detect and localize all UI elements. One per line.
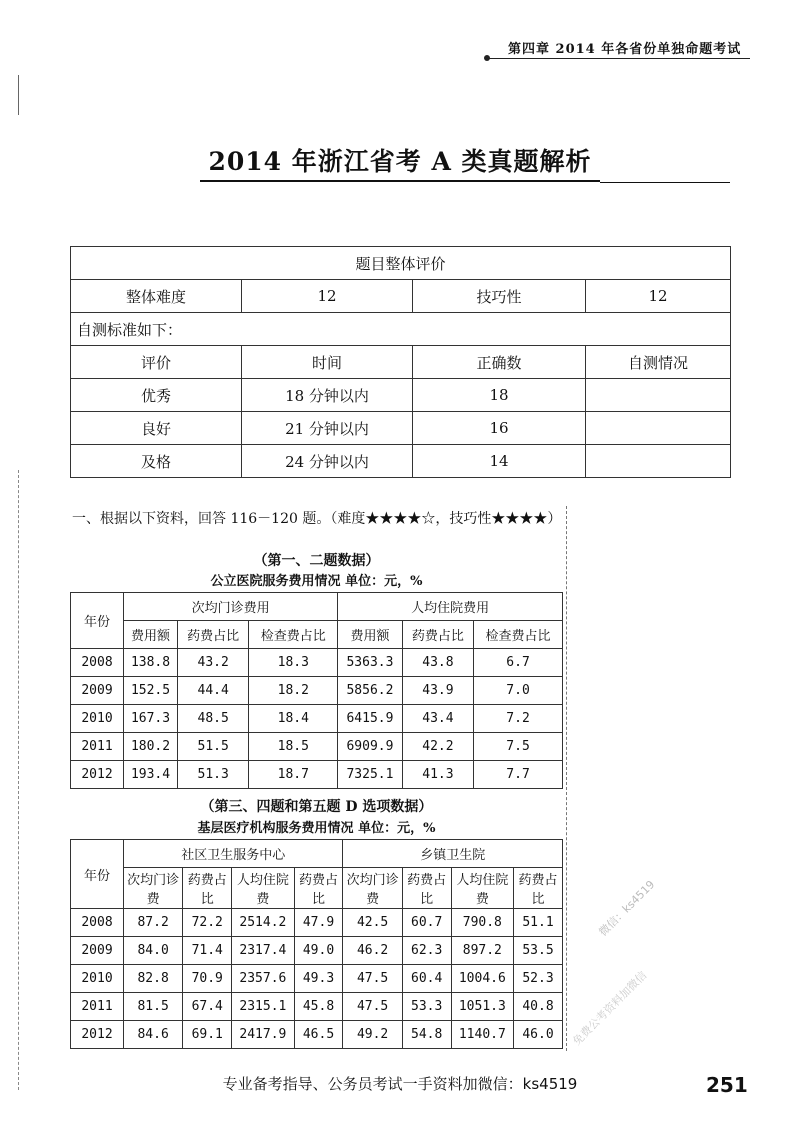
standard-label: 自测标准如下：: [71, 313, 731, 346]
header-rule: [488, 58, 750, 59]
cell: 2010: [71, 965, 124, 993]
col-header: 正确数: [413, 346, 586, 379]
table-row: [71, 649, 563, 677]
cell: 167.3: [124, 705, 178, 733]
cell: 180.2: [124, 733, 178, 761]
cell: 70.9: [183, 965, 232, 993]
cell: 51.3: [178, 761, 249, 789]
cell: 6415.9: [338, 705, 403, 733]
group-header: 乡镇卫生院: [343, 840, 563, 868]
col-header: 药费占比: [514, 868, 563, 909]
cell: 2012: [71, 761, 124, 789]
evaluation-table: [70, 246, 731, 478]
table-row: [71, 909, 563, 937]
cell: 18.5: [249, 733, 338, 761]
question-text: 一、根据以下资料，回答 116－120 题。（难度★★★★☆，技巧性★★★★）: [72, 511, 562, 527]
cell: 62.3: [402, 937, 451, 965]
col-header: 药费占比: [402, 621, 473, 649]
col-header: 费用额: [338, 621, 403, 649]
table-row: [71, 677, 563, 705]
cell: 49.2: [343, 1021, 402, 1049]
cell: 及格: [71, 445, 242, 478]
footer-text: 专业备考指导、公务员考试一手资料加微信：ks4519: [222, 1075, 578, 1093]
col-header: 药费占比: [183, 868, 232, 909]
cell: 60.7: [402, 909, 451, 937]
cell: 1004.6: [451, 965, 513, 993]
cell: 7.0: [474, 677, 563, 705]
watermark: 微信：ks4519: [596, 877, 658, 939]
cell: 2317.4: [232, 937, 294, 965]
cell: 2011: [71, 733, 124, 761]
cell: 14: [413, 445, 586, 478]
table-row: [71, 761, 563, 789]
table1: [70, 592, 563, 789]
cell: 49.3: [294, 965, 343, 993]
cell: 71.4: [183, 937, 232, 965]
cell: 18.3: [249, 649, 338, 677]
cell: 2012: [71, 1021, 124, 1049]
cell: 2315.1: [232, 993, 294, 1021]
cell: 52.3: [514, 965, 563, 993]
table2-caption: 基层医疗机构服务费用情况 单位：元，%: [197, 821, 436, 836]
cell: 43.9: [402, 677, 473, 705]
cell: 2008: [71, 649, 124, 677]
cell: 18.4: [249, 705, 338, 733]
group-header: 人均住院费用: [338, 593, 563, 621]
title-underline: [200, 180, 600, 182]
cell: 5363.3: [338, 649, 403, 677]
cell: 46.2: [343, 937, 402, 965]
cell: 1140.7: [451, 1021, 513, 1049]
cell: 152.5: [124, 677, 178, 705]
cell: 47.9: [294, 909, 343, 937]
cell: 47.5: [343, 993, 402, 1021]
cell: 53.5: [514, 937, 563, 965]
cell: 84.0: [124, 937, 183, 965]
cell: 2357.6: [232, 965, 294, 993]
col-header: 次均门诊费: [343, 868, 402, 909]
cell: [586, 412, 731, 445]
cell: 21 分钟以内: [242, 412, 413, 445]
cell: 51.5: [178, 733, 249, 761]
cell: 18.7: [249, 761, 338, 789]
difficulty-label: 整体难度: [71, 280, 242, 313]
table2: [70, 839, 563, 1049]
cell: 40.8: [514, 993, 563, 1021]
cell: 7.5: [474, 733, 563, 761]
table-row: [71, 993, 563, 1021]
group-header: 社区卫生服务中心: [124, 840, 343, 868]
cell: 18: [413, 379, 586, 412]
col-header: 自测情况: [586, 346, 731, 379]
table-row: [71, 937, 563, 965]
chapter-header: 第四章 2014 年各省份单独命题考试: [508, 42, 742, 57]
cell: 优秀: [71, 379, 242, 412]
cell: 42.5: [343, 909, 402, 937]
cell: 6909.9: [338, 733, 403, 761]
col-header: 人均住院费: [451, 868, 513, 909]
table1-caption: 公立医院服务费用情况 单位：元，%: [210, 574, 423, 589]
cell: 67.4: [183, 993, 232, 1021]
cell: 2011: [71, 993, 124, 1021]
col-header: 检查费占比: [474, 621, 563, 649]
col-header: 检查费占比: [249, 621, 338, 649]
cell: 2008: [71, 909, 124, 937]
cell: 2010: [71, 705, 124, 733]
cell: 69.1: [183, 1021, 232, 1049]
cell: [586, 379, 731, 412]
cell: 41.3: [402, 761, 473, 789]
table-row: [71, 705, 563, 733]
cell: 42.2: [402, 733, 473, 761]
year-header: 年份: [71, 840, 124, 909]
cell: 49.0: [294, 937, 343, 965]
cell: 87.2: [124, 909, 183, 937]
cell: 2009: [71, 937, 124, 965]
skill-label: 技巧性: [413, 280, 586, 313]
table-row: [71, 445, 731, 478]
cell: 43.2: [178, 649, 249, 677]
cell: 18 分钟以内: [242, 379, 413, 412]
cell: 7325.1: [338, 761, 403, 789]
cell: 46.0: [514, 1021, 563, 1049]
cell: 72.2: [183, 909, 232, 937]
group-header: 次均门诊费用: [124, 593, 338, 621]
cell: 53.3: [402, 993, 451, 1021]
cell: 18.2: [249, 677, 338, 705]
cell: 2514.2: [232, 909, 294, 937]
table-row: [71, 965, 563, 993]
cell: 7.2: [474, 705, 563, 733]
col-header: 费用额: [124, 621, 178, 649]
difficulty-value: 12: [242, 280, 413, 313]
col-header: 时间: [242, 346, 413, 379]
watermark: 免费公考资料加微信: [570, 968, 650, 1048]
cell: 897.2: [451, 937, 513, 965]
cell: 16: [413, 412, 586, 445]
cell: 1051.3: [451, 993, 513, 1021]
cell: 43.4: [402, 705, 473, 733]
cell: 82.8: [124, 965, 183, 993]
cell: 43.8: [402, 649, 473, 677]
cell: [586, 445, 731, 478]
year-header: 年份: [71, 593, 124, 649]
cell: 24 分钟以内: [242, 445, 413, 478]
margin-dash: [18, 470, 20, 1090]
cell: 45.8: [294, 993, 343, 1021]
cell: 47.5: [343, 965, 402, 993]
evaluation-heading: 题目整体评价: [71, 247, 731, 280]
cell: 138.8: [124, 649, 178, 677]
table-row: [71, 379, 731, 412]
cell: 193.4: [124, 761, 178, 789]
col-header: 药费占比: [294, 868, 343, 909]
table1-subtitle: （第一、二题数据）: [253, 553, 380, 569]
cell: 81.5: [124, 993, 183, 1021]
table-row: [71, 412, 731, 445]
page-number: 251: [706, 1073, 748, 1097]
column-divider: [566, 506, 567, 1051]
cell: 2417.9: [232, 1021, 294, 1049]
col-header: 人均住院费: [232, 868, 294, 909]
cell: 51.1: [514, 909, 563, 937]
cell: 46.5: [294, 1021, 343, 1049]
cell: 44.4: [178, 677, 249, 705]
table-row: [71, 1021, 563, 1049]
cell: 良好: [71, 412, 242, 445]
cell: 5856.2: [338, 677, 403, 705]
table-row: [71, 733, 563, 761]
cell: 790.8: [451, 909, 513, 937]
page-title: 2014 年浙江省考 A 类真题解析: [208, 147, 592, 176]
cell: 48.5: [178, 705, 249, 733]
col-header: 药费占比: [178, 621, 249, 649]
title-underline-ext: [600, 182, 730, 183]
table2-subtitle: （第三、四题和第五题 D 选项数据）: [200, 799, 433, 815]
margin-mark: [18, 75, 19, 115]
cell: 54.8: [402, 1021, 451, 1049]
col-header: 药费占比: [402, 868, 451, 909]
cell: 2009: [71, 677, 124, 705]
col-header: 评价: [71, 346, 242, 379]
cell: 84.6: [124, 1021, 183, 1049]
cell: 6.7: [474, 649, 563, 677]
cell: 60.4: [402, 965, 451, 993]
col-header: 次均门诊费: [124, 868, 183, 909]
cell: 7.7: [474, 761, 563, 789]
skill-value: 12: [586, 280, 731, 313]
